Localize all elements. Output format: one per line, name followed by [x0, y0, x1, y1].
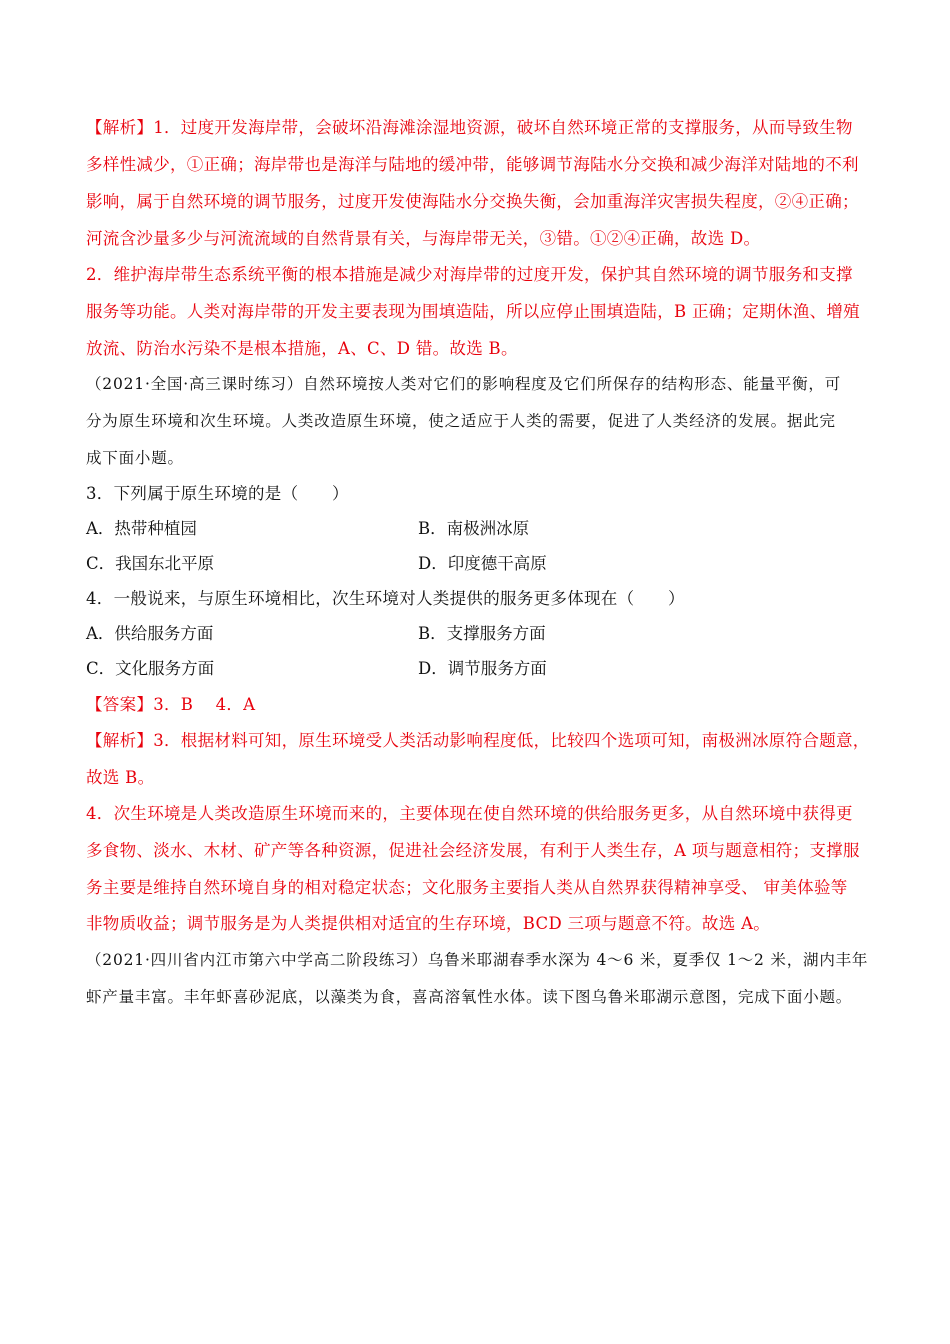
source-material-line: 虾产量丰富。丰年虾喜砂泥底，以藻类为食，喜高溶氧性水体。读下图乌鲁米耶湖示意图，完成下面小题。 — [86, 988, 853, 1006]
analysis-line: 河流含沙量多少与河流流域的自然背景有关，与海岸带无关，③错。①②④正确，故选 D。 — [86, 229, 761, 248]
analysis-line: 放流、防治水污染不是根本措施，A、C、D 错。故选 B。 — [86, 339, 518, 358]
source-material-line: 分为原生环境和次生环境。人类改造原生环境，使之适应于人类的需要，促进了人类经济的发展。据此完 — [86, 412, 836, 430]
question-4-option-d: D．调节服务方面 — [418, 659, 547, 678]
question-4-option-a: A．供给服务方面 — [86, 624, 214, 643]
question-4-option-c: C．文化服务方面 — [86, 659, 215, 678]
analysis-line: 2．维护海岸带生态系统平衡的根本措施是减少对海岸带的过度开发，保护其自然环境的调节服务和支撑 — [86, 265, 853, 284]
answer-line: 【答案】3．B 4．A — [86, 695, 256, 714]
analysis-line: 多食物、淡水、木材、矿产等各种资源，促进社会经济发展，有利于人类生存，A 项与题意相符；支撑服 — [86, 841, 860, 860]
analysis-line: 【解析】1．过度开发海岸带，会破坏沿海滩涂湿地资源，破坏自然环境正常的支撑服务，从而导致生物 — [86, 118, 853, 137]
analysis-line: 务主要是维持自然环境自身的相对稳定状态；文化服务主要指人类从自然界获得精神享受、 审美体验等 — [86, 878, 848, 897]
question-3-option-c: C．我国东北平原 — [86, 554, 215, 573]
analysis-line: 【解析】3．根据材料可知，原生环境受人类活动影响程度低，比较四个选项可知，南极洲冰原符合题意， — [86, 731, 870, 750]
analysis-line: 多样性减少，①正确；海岸带也是海洋与陆地的缓冲带，能够调节海陆水分交换和减少海洋对陆地的不利 — [86, 155, 859, 174]
question-3-option-d: D．印度德干高原 — [418, 554, 547, 573]
analysis-line: 非物质收益；调节服务是为人类提供相对适宜的生存环境，BCD 三项与题意不符。故选 A。 — [86, 914, 771, 933]
question-3-stem: 3．下列属于原生环境的是（ ） — [86, 484, 349, 503]
analysis-line: 服务等功能。人类对海岸带的开发主要表现为围填造陆，所以应停止围填造陆，B 正确；定期休渔、增殖 — [86, 302, 860, 321]
source-material-line: 成下面小题。 — [86, 449, 184, 467]
analysis-line: 4．次生环境是人类改造原生环境而来的，主要体现在使自然环境的供给服务更多，从自然环境中获得更 — [86, 804, 853, 823]
analysis-line: 故选 B。 — [86, 768, 155, 787]
question-4-stem: 4．一般说来，与原生环境相比，次生环境对人类提供的服务更多体现在（ ） — [86, 589, 685, 608]
question-3-option-a: A．热带种植园 — [86, 519, 197, 538]
question-4-option-b: B．支撑服务方面 — [418, 624, 546, 643]
source-material-line: （2021·四川省内江市第六中学高二阶段练习）乌鲁米耶湖春季水深为 4～6 米，夏季仅 1～2 米，湖内丰年 — [86, 951, 869, 969]
analysis-line: 影响，属于自然环境的调节服务，过度开发使海陆水分交换失衡，会加重海洋灾害损失程度，②④正确； — [86, 192, 859, 211]
question-3-option-b: B．南极洲冰原 — [418, 519, 530, 538]
source-material-line: （2021·全国·高三课时练习）自然环境按人类对它们的影响程度及它们所保存的结构形态、能量平衡，可 — [86, 375, 842, 393]
